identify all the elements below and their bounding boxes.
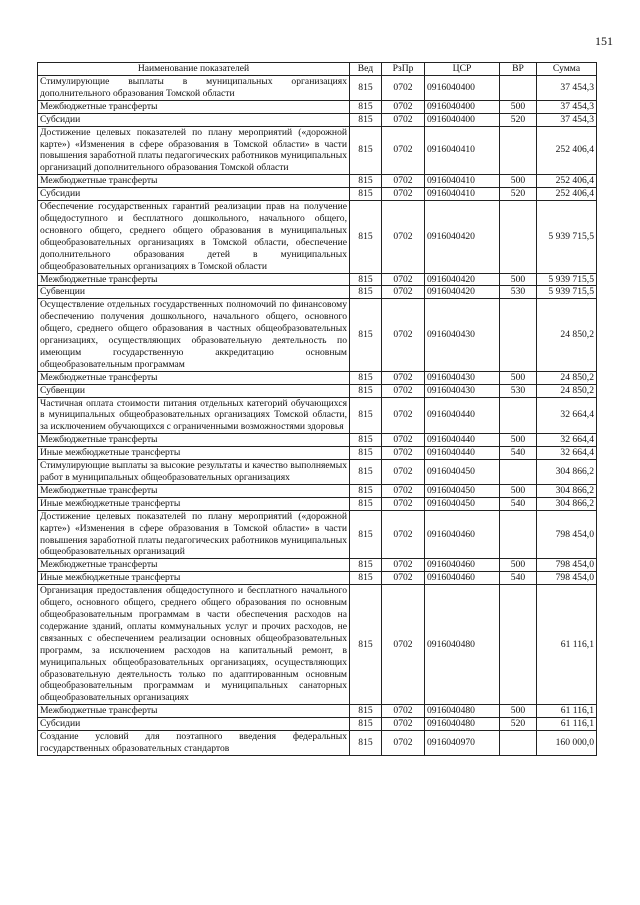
row-ved: 815 [350, 484, 382, 497]
row-sum: 304 866,2 [537, 497, 597, 510]
row-rzpr: 0702 [382, 286, 425, 299]
row-ved: 815 [350, 559, 382, 572]
budget-table [37, 62, 597, 756]
table-row [38, 384, 597, 397]
row-rzpr: 0702 [382, 201, 425, 273]
row-sum: 798 454,0 [537, 572, 597, 585]
row-sum: 32 664,4 [537, 397, 597, 434]
row-name: Организация предоставления общедоступного и бесплатного начального общего, основного общего, среднего общего образования по основным общеобразовательным программам в части обеспечения расходов на содержание зданий, оплаты коммунальных услуг и прочих расходов, не связанных с обеспечением реализации основных общеобразовательных программ, за исключением расходов на капитальный ремонт, в муниципальных общеобразовательных организациях, осуществляющих образовательную деятельность только по адаптированным основным общеобразовательным программам и муниципальных санаторных общеобразовательных организациях [38, 585, 350, 705]
row-ved: 815 [350, 188, 382, 201]
row-vr: 500 [500, 175, 537, 188]
row-sum: 252 406,4 [537, 126, 597, 175]
row-rzpr: 0702 [382, 705, 425, 718]
table-row [38, 484, 597, 497]
row-name: Иные межбюджетные трансферты [38, 447, 350, 460]
row-csr: 0916040420 [425, 201, 500, 273]
row-vr: 500 [500, 371, 537, 384]
table-row [38, 76, 597, 101]
row-vr: 500 [500, 484, 537, 497]
table-row [38, 113, 597, 126]
table-row [38, 100, 597, 113]
row-ved: 815 [350, 585, 382, 705]
header-name: Наименование показателей [38, 63, 350, 76]
table-row [38, 572, 597, 585]
row-ved: 815 [350, 434, 382, 447]
table-row [38, 731, 597, 756]
row-sum: 61 116,1 [537, 705, 597, 718]
row-vr: 500 [500, 434, 537, 447]
row-sum: 61 116,1 [537, 585, 597, 705]
row-name: Обеспечение государственных гарантий реализации прав на получение общедоступного и бесплатного дошкольного, начального общего, основного общего, среднего общего образования в муниципальных общеобразовательных организациях в Томской области, обеспечение дополнительного образования детей в муниципальных общеобразовательных организациях в Томской области [38, 201, 350, 273]
row-sum: 304 866,2 [537, 484, 597, 497]
row-rzpr: 0702 [382, 273, 425, 286]
row-name: Стимулирующие выплаты в муниципальных организациях дополнительного образования Томской области [38, 76, 350, 101]
row-rzpr: 0702 [382, 585, 425, 705]
table-row [38, 434, 597, 447]
row-ved: 815 [350, 273, 382, 286]
row-rzpr: 0702 [382, 484, 425, 497]
row-name: Стимулирующие выплаты за высокие результаты и качество выполняемых работ в муниципальных общеобразовательных организациях [38, 460, 350, 485]
row-csr: 0916040480 [425, 718, 500, 731]
row-vr: 520 [500, 718, 537, 731]
row-csr: 0916040440 [425, 447, 500, 460]
row-ved: 815 [350, 705, 382, 718]
row-sum: 5 939 715,5 [537, 201, 597, 273]
row-name: Иные межбюджетные трансферты [38, 572, 350, 585]
row-csr: 0916040410 [425, 126, 500, 175]
table-row [38, 559, 597, 572]
row-rzpr: 0702 [382, 497, 425, 510]
row-ved: 815 [350, 397, 382, 434]
row-sum: 252 406,4 [537, 175, 597, 188]
row-csr: 0916040410 [425, 175, 500, 188]
header-ved: Вед [350, 63, 382, 76]
row-csr: 0916040440 [425, 397, 500, 434]
row-sum: 24 850,2 [537, 384, 597, 397]
row-name: Межбюджетные трансферты [38, 559, 350, 572]
row-name: Межбюджетные трансферты [38, 705, 350, 718]
table-row [38, 188, 597, 201]
row-ved: 815 [350, 113, 382, 126]
row-sum: 798 454,0 [537, 510, 597, 559]
table-row [38, 497, 597, 510]
row-csr: 0916040420 [425, 273, 500, 286]
row-rzpr: 0702 [382, 718, 425, 731]
row-vr: 530 [500, 286, 537, 299]
row-vr: 500 [500, 705, 537, 718]
row-sum: 37 454,3 [537, 113, 597, 126]
row-name: Осуществление отдельных государственных полномочий по финансовому обеспечению получения дошкольного, начального общего, основного общего, среднего общего образования в частных общеобразовательных организациях, осуществляющих образовательную деятельность по имеющим государственную аккредитацию основным общеобразовательным программам [38, 299, 350, 371]
table-header-row [38, 63, 597, 76]
row-vr [500, 76, 537, 101]
row-ved: 815 [350, 384, 382, 397]
table-row [38, 299, 597, 371]
row-rzpr: 0702 [382, 100, 425, 113]
row-vr [500, 201, 537, 273]
row-csr: 0916040450 [425, 497, 500, 510]
row-name: Создание условий для поэтапного введения федеральных государственных образовательных стандартов [38, 731, 350, 756]
row-rzpr: 0702 [382, 126, 425, 175]
row-ved: 815 [350, 100, 382, 113]
row-vr: 520 [500, 113, 537, 126]
header-rzpr: РзПр [382, 63, 425, 76]
row-ved: 815 [350, 497, 382, 510]
row-name: Достижение целевых показателей по плану мероприятий («дорожной карте») «Изменения в сфере образования в Томской области» в части повышения заработной платы педагогических работников муниципальных организаций дополнительного образования Томской области [38, 126, 350, 175]
row-vr [500, 731, 537, 756]
row-vr [500, 299, 537, 371]
row-csr: 0916040460 [425, 572, 500, 585]
table-row [38, 718, 597, 731]
header-vr: ВР [500, 63, 537, 76]
row-csr: 0916040400 [425, 100, 500, 113]
row-ved: 815 [350, 126, 382, 175]
row-ved: 815 [350, 76, 382, 101]
row-name: Субвенции [38, 286, 350, 299]
table-row [38, 447, 597, 460]
header-csr: ЦСР [425, 63, 500, 76]
row-name: Межбюджетные трансферты [38, 434, 350, 447]
row-name: Межбюджетные трансферты [38, 273, 350, 286]
row-vr [500, 397, 537, 434]
row-csr: 0916040460 [425, 510, 500, 559]
row-vr: 500 [500, 100, 537, 113]
row-rzpr: 0702 [382, 434, 425, 447]
table-row [38, 705, 597, 718]
row-csr: 0916040430 [425, 299, 500, 371]
row-ved: 815 [350, 718, 382, 731]
row-csr: 0916040400 [425, 113, 500, 126]
row-csr: 0916040970 [425, 731, 500, 756]
header-sum: Сумма [537, 63, 597, 76]
table-row [38, 460, 597, 485]
row-vr [500, 126, 537, 175]
row-vr: 540 [500, 572, 537, 585]
row-sum: 37 454,3 [537, 76, 597, 101]
row-rzpr: 0702 [382, 460, 425, 485]
row-ved: 815 [350, 510, 382, 559]
row-vr: 500 [500, 559, 537, 572]
row-name: Межбюджетные трансферты [38, 100, 350, 113]
row-rzpr: 0702 [382, 113, 425, 126]
row-rzpr: 0702 [382, 510, 425, 559]
row-rzpr: 0702 [382, 397, 425, 434]
row-vr [500, 460, 537, 485]
row-csr: 0916040480 [425, 705, 500, 718]
row-csr: 0916040420 [425, 286, 500, 299]
row-ved: 815 [350, 460, 382, 485]
table-row [38, 286, 597, 299]
table-row [38, 201, 597, 273]
row-ved: 815 [350, 731, 382, 756]
table-row [38, 585, 597, 705]
row-rzpr: 0702 [382, 559, 425, 572]
row-ved: 815 [350, 572, 382, 585]
row-sum: 61 116,1 [537, 718, 597, 731]
table-row [38, 126, 597, 175]
row-name: Субсидии [38, 718, 350, 731]
row-sum: 5 939 715,5 [537, 273, 597, 286]
row-ved: 815 [350, 299, 382, 371]
row-rzpr: 0702 [382, 371, 425, 384]
page-number: 151 [595, 34, 613, 48]
row-ved: 815 [350, 371, 382, 384]
row-name: Межбюджетные трансферты [38, 371, 350, 384]
row-rzpr: 0702 [382, 384, 425, 397]
row-rzpr: 0702 [382, 175, 425, 188]
row-name: Достижение целевых показателей по плану мероприятий («дорожной карте») «Изменения в сфере образования в Томской области» в части повышения заработной платы педагогических работников муниципальных общеобразовательных организаций [38, 510, 350, 559]
row-rzpr: 0702 [382, 299, 425, 371]
row-vr: 500 [500, 273, 537, 286]
row-csr: 0916040410 [425, 188, 500, 201]
row-ved: 815 [350, 201, 382, 273]
row-rzpr: 0702 [382, 188, 425, 201]
row-ved: 815 [350, 447, 382, 460]
row-vr [500, 585, 537, 705]
row-name: Межбюджетные трансферты [38, 484, 350, 497]
row-csr: 0916040430 [425, 371, 500, 384]
row-sum: 37 454,3 [537, 100, 597, 113]
row-name: Иные межбюджетные трансферты [38, 497, 350, 510]
row-name: Субвенции [38, 384, 350, 397]
row-sum: 24 850,2 [537, 371, 597, 384]
row-ved: 815 [350, 175, 382, 188]
row-sum: 798 454,0 [537, 559, 597, 572]
row-csr: 0916040450 [425, 460, 500, 485]
row-ved: 815 [350, 286, 382, 299]
row-rzpr: 0702 [382, 731, 425, 756]
row-csr: 0916040400 [425, 76, 500, 101]
table-row [38, 397, 597, 434]
row-vr: 540 [500, 497, 537, 510]
row-name: Частичная оплата стоимости питания отдельных категорий обучающихся в муниципальных общеобразовательных организациях Томской области, за исключением обучающихся с ограниченными возможностями здоровья [38, 397, 350, 434]
row-sum: 32 664,4 [537, 447, 597, 460]
table-row [38, 371, 597, 384]
row-sum: 160 000,0 [537, 731, 597, 756]
row-name: Субсидии [38, 188, 350, 201]
row-name: Межбюджетные трансферты [38, 175, 350, 188]
row-csr: 0916040460 [425, 559, 500, 572]
row-sum: 24 850,2 [537, 299, 597, 371]
row-rzpr: 0702 [382, 447, 425, 460]
row-sum: 32 664,4 [537, 434, 597, 447]
row-vr: 540 [500, 447, 537, 460]
table-row [38, 273, 597, 286]
table-row [38, 175, 597, 188]
row-rzpr: 0702 [382, 76, 425, 101]
row-rzpr: 0702 [382, 572, 425, 585]
row-vr [500, 510, 537, 559]
row-csr: 0916040440 [425, 434, 500, 447]
row-vr: 530 [500, 384, 537, 397]
row-sum: 5 939 715,5 [537, 286, 597, 299]
row-csr: 0916040480 [425, 585, 500, 705]
row-vr: 520 [500, 188, 537, 201]
row-sum: 252 406,4 [537, 188, 597, 201]
row-csr: 0916040450 [425, 484, 500, 497]
row-sum: 304 866,2 [537, 460, 597, 485]
row-csr: 0916040430 [425, 384, 500, 397]
table-row [38, 510, 597, 559]
row-name: Субсидии [38, 113, 350, 126]
